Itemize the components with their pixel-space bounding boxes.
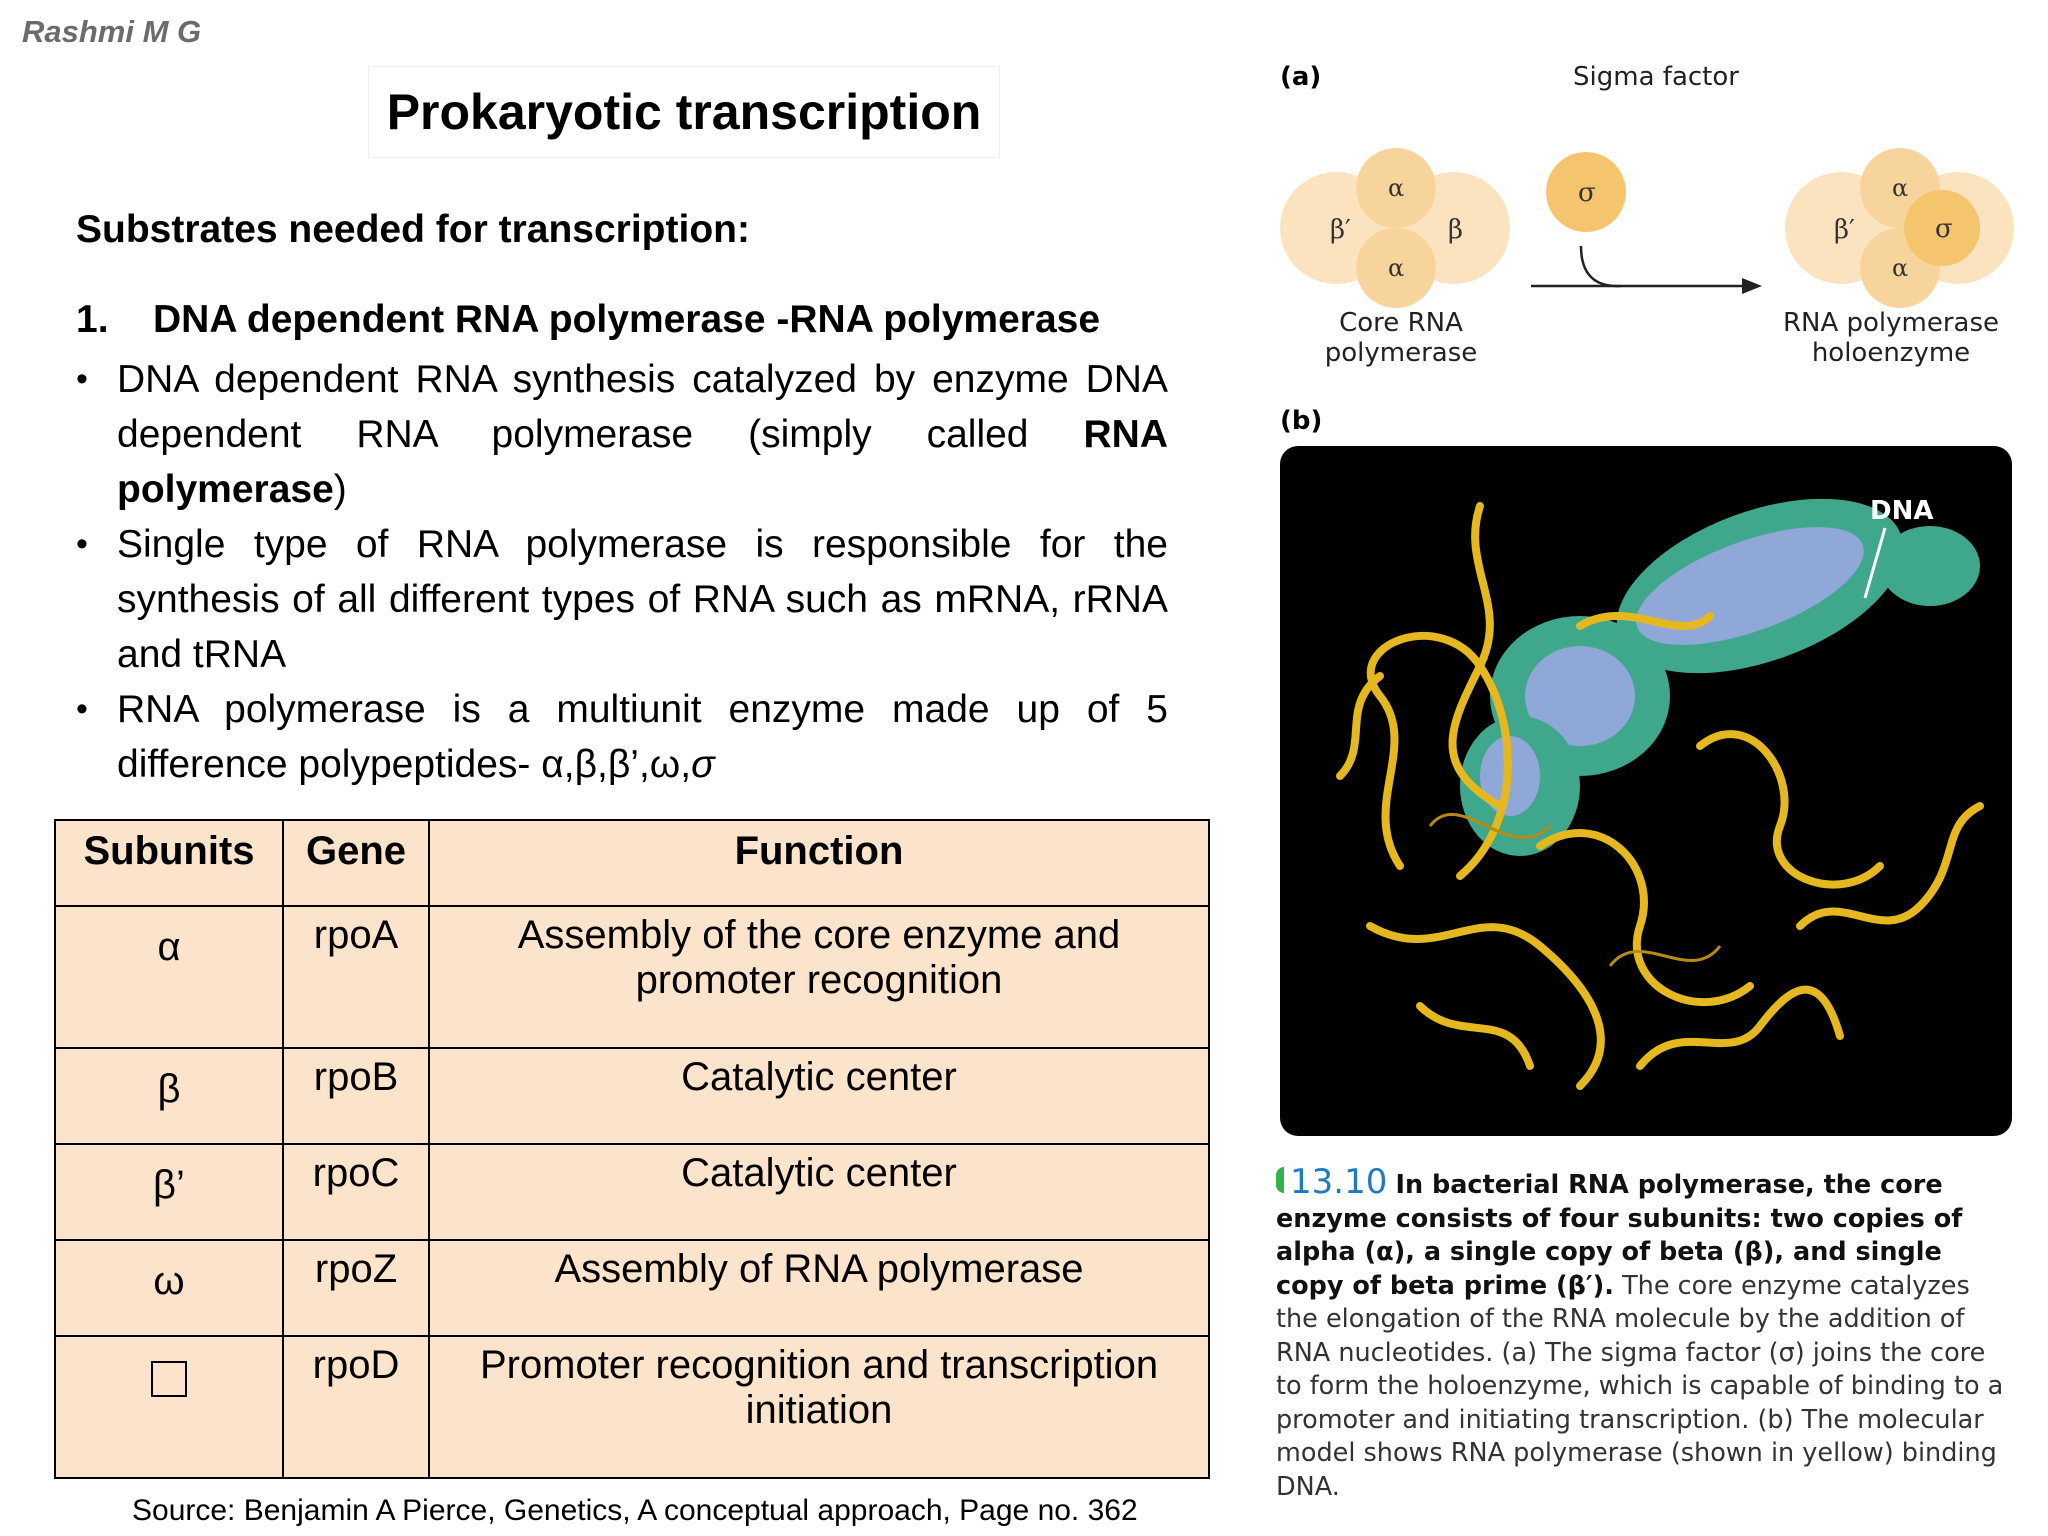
alpha-symbol: α <box>1388 254 1405 282</box>
subunit-cell: β <box>55 1048 283 1144</box>
core-rna-polymerase-label: Core RNA polymerase <box>1324 308 1478 368</box>
caption-marker-icon <box>1276 1167 1284 1193</box>
missing-glyph-box-icon <box>151 1361 187 1397</box>
bullet-item: • DNA dependent RNA synthesis catalyzed by enzyme DNA dependent RNA polymerase (simply called RNA polymerase) <box>76 352 1168 517</box>
function-cell: Assembly of RNA polymerase <box>429 1240 1209 1336</box>
table-row <box>55 1240 1209 1336</box>
bullet-list <box>76 352 1168 792</box>
figure-13-10 <box>1276 56 2016 1516</box>
numbered-heading <box>76 298 1100 342</box>
gene-cell: rpoZ <box>283 1240 429 1336</box>
gene-cell: rpoC <box>283 1144 429 1240</box>
arrow-head-icon <box>1742 278 1762 294</box>
function-cell: Catalytic center <box>429 1144 1209 1240</box>
figure-caption <box>1276 1162 2016 1504</box>
slide-title: Prokaryotic transcription <box>386 84 982 140</box>
function-cell: Catalytic center <box>429 1048 1209 1144</box>
sigma-symbol: σ <box>1578 178 1596 208</box>
alpha-symbol: α <box>1388 174 1405 202</box>
source-citation: Source: Benjamin A Pierce, Genetics, A conceptual approach, Page no. 362 <box>132 1494 1138 1527</box>
table-row <box>55 906 1209 1048</box>
bullet-dot-icon: • <box>76 690 88 728</box>
subheading: Substrates needed for transcription: <box>76 208 750 251</box>
molecular-model-image <box>1280 446 2012 1136</box>
table-header-row <box>55 820 1209 906</box>
joining-arrow-curve <box>1581 246 1621 286</box>
function-cell: Assembly of the core enzyme and promoter recognition <box>429 906 1209 1048</box>
caption-figure-number: 13.10 <box>1290 1162 1388 1202</box>
gene-cell: rpoD <box>283 1336 429 1478</box>
sigma-factor-label: Sigma factor <box>1573 62 1739 92</box>
dna-label: DNA <box>1870 496 1934 526</box>
bullet-item: • Single type of RNA polymerase is responsible for the synthesis of all different types of RNA such as mRNA, rRNA and tRNA <box>76 517 1168 682</box>
rna-polymerase-model-illustration <box>1280 446 2012 1136</box>
bullet-dot-icon: • <box>76 360 88 398</box>
bullet-dot-icon: • <box>76 525 88 563</box>
panel-b-label: (b) <box>1280 406 1323 436</box>
table-header-gene: Gene <box>283 820 429 906</box>
subunit-cell: β’ <box>55 1144 283 1240</box>
function-cell: Promoter recognition and transcription initiation <box>429 1336 1209 1478</box>
table-row <box>55 1048 1209 1144</box>
numbered-heading-text: DNA dependent RNA polymerase -RNA polymerase <box>153 298 1101 341</box>
holoenzyme-label: RNA polymerase holoenzyme <box>1782 308 2000 368</box>
bullet-item: • RNA polymerase is a multiunit enzyme made up of 5 difference polypeptides- α,β,β’,ω,σ <box>76 682 1168 792</box>
title-box <box>368 66 1000 158</box>
subunit-cell: α <box>55 906 283 1048</box>
table-row <box>55 1144 1209 1240</box>
subunits-table <box>54 819 1210 1479</box>
numbered-heading-number: 1. <box>76 298 109 341</box>
caption-body-text: The core enzyme catalyzes the elongation of the RNA molecule by the addition of RNA nucleotides. (a) The sigma factor (σ) joins the core to form the holoenzyme, which is capable of binding to a promoter and initiating transcription. (b) The molecular model shows RNA polymerase (shown in yellow) binding DNA. <box>1276 1270 2004 1502</box>
gene-cell: rpoA <box>283 906 429 1048</box>
holo-alpha-symbol: α <box>1892 174 1909 202</box>
subunit-cell: ω <box>55 1240 283 1336</box>
subunit-cell <box>55 1336 283 1478</box>
gene-cell: rpoB <box>283 1048 429 1144</box>
table-header-subunits: Subunits <box>55 820 283 906</box>
holo-sigma-symbol: σ <box>1935 214 1953 244</box>
panel-a-label: (a) <box>1280 62 1322 92</box>
caption-bold-text: In bacterial RNA polymerase, the core enzyme consists of four subunits: two copies of alpha (α), a single copy of beta (β), and single copy of beta prime (β′). <box>1276 1170 1963 1301</box>
holo-alpha-symbol: α <box>1892 254 1909 282</box>
author-name: Rashmi M G <box>22 14 202 49</box>
table-row <box>55 1336 1209 1478</box>
beta-prime-symbol: β′ <box>1330 215 1351 245</box>
holo-beta-prime-symbol: β′ <box>1834 215 1855 245</box>
beta-symbol: β <box>1448 215 1464 245</box>
table-header-function: Function <box>429 820 1209 906</box>
